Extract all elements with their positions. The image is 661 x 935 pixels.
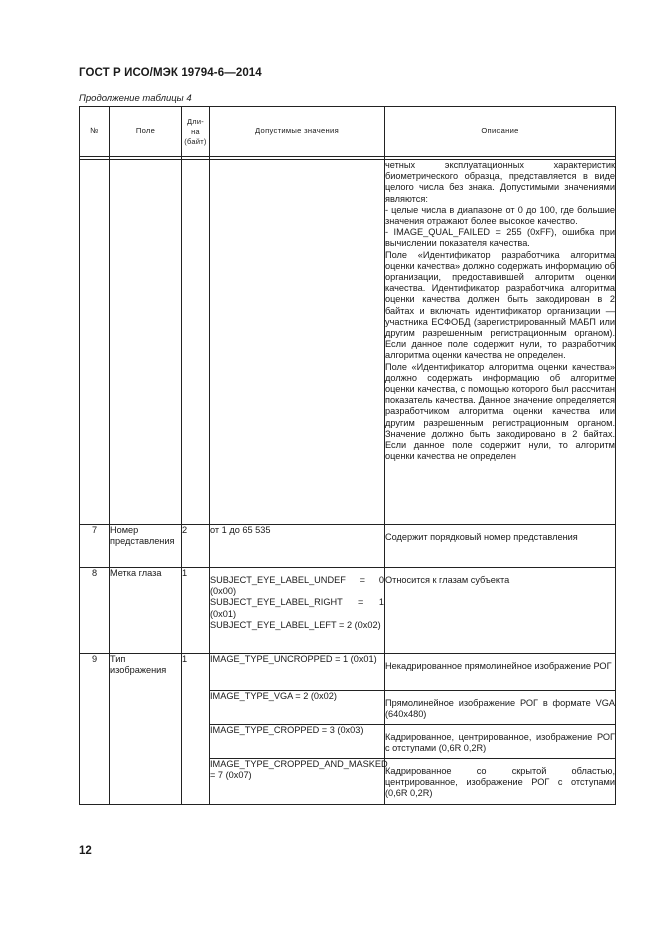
row-length: 2 xyxy=(182,525,210,568)
desc-paragraph: четных эксплуатационных характеристик биометрического образца, представляется в виде целого числа без знака. Допустимыми значениями являются: xyxy=(385,160,615,204)
row-description: Относится к глазам субъекта xyxy=(385,568,616,654)
row-field: Номер представления xyxy=(110,525,182,568)
value-line: SUBJECT_EYE_LABEL_UNDEF = 0 (0x00) xyxy=(210,575,384,597)
row-values xyxy=(210,568,385,654)
table-row xyxy=(80,525,616,568)
value-line: SUBJECT_EYE_LABEL_LEFT = 2 (0x02) xyxy=(210,619,381,630)
col-header-num: № xyxy=(80,107,110,157)
document-header: ГОСТ Р ИСО/МЭК 19794-6—2014 xyxy=(79,67,262,79)
table-row-continuation xyxy=(80,160,616,525)
row-field: Метка глаза xyxy=(110,568,182,654)
row-values: от 1 до 65 535 xyxy=(210,525,385,568)
spec-table xyxy=(79,106,616,805)
row-length: 1 xyxy=(182,654,210,805)
desc-paragraph: - IMAGE_QUAL_FAILED = 255 (0xFF), ошибка при вычислении показателя качества. xyxy=(385,227,615,249)
col-header-values: Допустимые значения xyxy=(210,107,385,157)
table-caption: Продолжение таблицы 4 xyxy=(79,93,192,104)
table-header-row xyxy=(80,107,616,157)
col-header-field: Поле xyxy=(110,107,182,157)
row-description: Некадрированное прямолинейное изображение РОГ xyxy=(385,654,616,691)
continuation-description xyxy=(385,160,616,525)
row-field: Тип изображения xyxy=(110,654,182,805)
row-description: Содержит порядковый номер представления xyxy=(385,525,616,568)
col-header-length: Дли- на (байт) xyxy=(182,107,210,157)
desc-paragraph: Поле «Идентификатор разработчика алгоритма оценки качества» должно содержать информацию об организации, предоставившей алгоритм оценки качества. Идентификатор разработчика алгоритма оценки качества должен быть закодирован в 2 байтах и включать идентификатор организации — участника ЕСФОБД (зарегистрированный МАБП или другим разрешенным регистрационным органом). Если данное поле содержит нули, то разработчик алгоритма оценки качества не определен. xyxy=(385,249,615,361)
row-number: 7 xyxy=(80,525,110,568)
row-number: 8 xyxy=(80,568,110,654)
row-values: IMAGE_TYPE_UNCROPPED = 1 (0x01) xyxy=(210,654,385,691)
row-description: Кадрированное со скрытой областью, центрированное, изображение РОГ с отступами (0,6R 0,2R) xyxy=(385,759,616,805)
row-description: Кадрированное, центрированное, изображение РОГ с отступами (0,6R 0,2R) xyxy=(385,725,616,759)
page-number: 12 xyxy=(79,845,92,857)
col-header-description: Описание xyxy=(385,107,616,157)
row-length: 1 xyxy=(182,568,210,654)
row-values: IMAGE_TYPE_CROPPED_AND_MASKED = 7 (0x07) xyxy=(210,759,385,805)
desc-paragraph: - целые числа в диапазоне от 0 до 100, где большие значения отражают более высокое качество. xyxy=(385,204,615,227)
row-number: 9 xyxy=(80,654,110,805)
table-row xyxy=(80,568,616,654)
row-values: IMAGE_TYPE_CROPPED = 3 (0x03) xyxy=(210,725,385,759)
table-row xyxy=(80,654,616,691)
value-line: SUBJECT_EYE_LABEL_RIGHT = 1 (0x01) xyxy=(210,597,384,619)
desc-paragraph: Поле «Идентификатор алгоритма оценки качества» должно содержать информацию об алгоритме оценки качества, с помощью которого был рассчитан показатель качества. Данное значение определяется разработчиком алгоритма оценки качества или другим разрешенным регистрационным органом. Значение должно быть закодировано в 2 байтах. Если данное поле содержит нули, то алгоритм оценки качества не определен xyxy=(385,361,615,462)
row-description: Прямолинейное изображение РОГ в формате VGA (640x480) xyxy=(385,691,616,725)
row-values: IMAGE_TYPE_VGA = 2 (0x02) xyxy=(210,691,385,725)
